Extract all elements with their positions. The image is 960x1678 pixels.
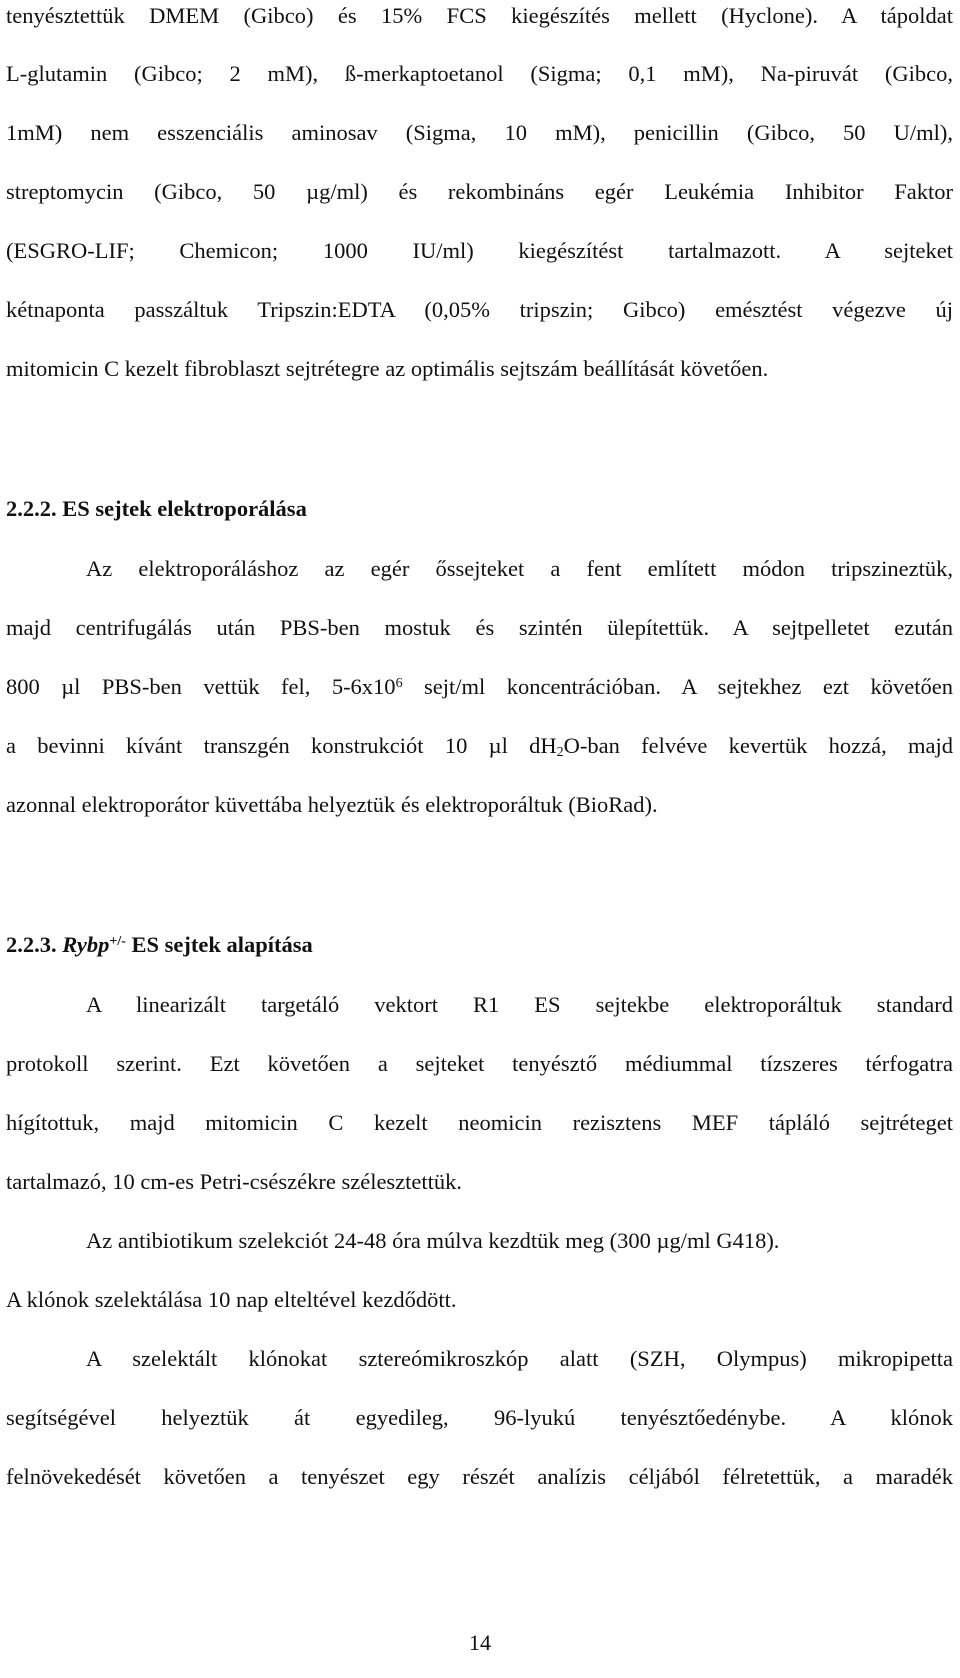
text-run: a bevinni kívánt transzgén konstrukciót 10 µl dH: [6, 733, 557, 758]
paragraph-line: azonnal elektroporátor küvettába helyeztük és elektroporáltuk (BioRad).: [6, 792, 658, 817]
paragraph-line: segítségével helyeztük át egyedileg, 96-lyukú tenyésztőedénybe. A klónok: [6, 1405, 953, 1430]
text-run: sejt/ml koncentrációban. A sejtekhez ezt követően: [402, 674, 953, 699]
gene-name: Rybp: [62, 932, 110, 957]
paragraph-line: [6, 673, 953, 701]
superscript: +/-: [109, 934, 126, 949]
heading-text: ES sejtek alapítása: [125, 932, 313, 957]
superscript: 6: [395, 676, 403, 691]
paragraph-line: tenyésztettük DMEM (Gibco) és 15% FCS kiegészítés mellett (Hyclone). A tápoldat: [6, 3, 953, 28]
paragraph-line: majd centrifugálás után PBS-ben mostuk és szintén ülepítettük. A sejtpelletet ezután: [6, 615, 953, 640]
section-heading: [6, 931, 953, 959]
paragraph-line: A linearizált targetáló vektort R1 ES sejtekbe elektroporáltuk standard: [86, 992, 953, 1017]
paragraph-line: kétnaponta passzáltuk Tripszin:EDTA (0,05% tripszin; Gibco) emésztést végezve új: [6, 297, 953, 322]
paragraph-line: A klónok szelektálása 10 nap elteltével kezdődött.: [6, 1287, 457, 1312]
paragraph-line: hígítottuk, majd mitomicin C kezelt neomicin rezisztens MEF tápláló sejtréteget: [6, 1110, 953, 1135]
paragraph-line: Az elektroporáláshoz az egér őssejteket a fent említett módon tripszineztük,: [86, 556, 953, 581]
section-heading: 2.2.2. ES sejtek elektroporálása: [6, 496, 307, 521]
paragraph-line: Az antibiotikum szelekciót 24-48 óra múlva kezdtük meg (300 µg/ml G418).: [86, 1228, 780, 1253]
paragraph-line: mitomicin C kezelt fibroblaszt sejtrétegre az optimális sejtszám beállítását követően.: [6, 356, 769, 381]
paragraph-line: [6, 732, 953, 764]
page-number: 14: [469, 1630, 491, 1655]
paragraph-line: A szelektált klónokat sztereómikroszkóp alatt (SZH, Olympus) mikropipetta: [86, 1346, 953, 1371]
paragraph-line: streptomycin (Gibco, 50 µg/ml) és rekombináns egér Leukémia Inhibitor Faktor: [6, 179, 953, 204]
paragraph-line: felnövekedését követően a tenyészet egy részét analízis céljából félretettük, a maradék: [6, 1464, 953, 1489]
paragraph-line: (ESGRO-LIF; Chemicon; 1000 IU/ml) kiegészítést tartalmazott. A sejteket: [6, 238, 953, 263]
paragraph-line: tartalmazó, 10 cm-es Petri-csészékre szélesztettük.: [6, 1169, 463, 1194]
text-run: O-ban felvéve kevertük hozzá, majd: [563, 733, 953, 758]
text-run: 800 µl PBS-ben vettük fel, 5-6x10: [6, 674, 396, 699]
heading-number: 2.2.3.: [6, 932, 63, 957]
subscript: 2: [556, 745, 564, 760]
paragraph-line: L-glutamin (Gibco; 2 mM), ß-merkaptoetanol (Sigma; 0,1 mM), Na-piruvát (Gibco,: [6, 61, 953, 86]
paragraph-line: protokoll szerint. Ezt követően a sejteket tenyésztő médiummal tízszeres térfogatra: [6, 1051, 953, 1076]
paragraph-line: 1mM) nem esszenciális aminosav (Sigma, 10 mM), penicillin (Gibco, 50 U/ml),: [6, 120, 953, 145]
